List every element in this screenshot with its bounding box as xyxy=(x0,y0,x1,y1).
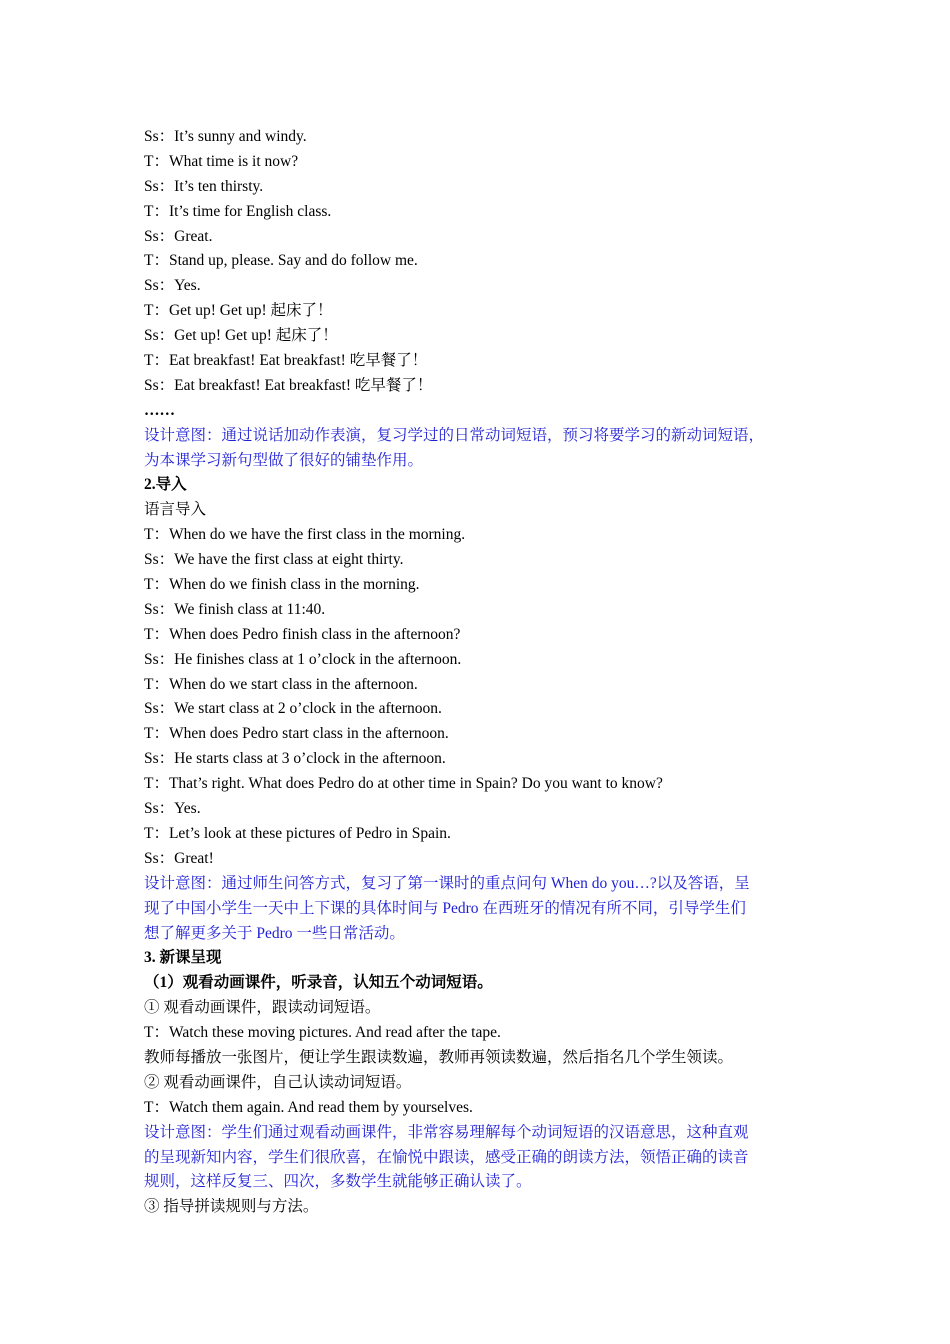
intent-line: 规则，这样反复三、四次，多数学生就能够正确认读了。 xyxy=(144,1173,532,1191)
dialogue-line: Ss：We start class at 2 o’clock in the afternoon. xyxy=(144,700,442,718)
step-item: ③ 指导拼读规则与方法。 xyxy=(144,1198,319,1216)
dialogue-line: Ss：We have the first class at eight thirty. xyxy=(144,551,404,569)
dialogue-line: Ss：We finish class at 11:40. xyxy=(144,600,326,618)
intent-line: 设计意图：通过说话加动作表演，复习学过的日常动词短语，预习将要学习的新动词短语， xyxy=(144,426,765,444)
dialogue-line: Ss：Get up! Get up! 起床了！ xyxy=(144,327,338,345)
step-description: 教师每播放一张图片，便让学生跟读数遍，教师再领读数遍，然后指名几个学生领读。 xyxy=(144,1048,734,1066)
dialogue-line: Ss：It’s ten thirsty. xyxy=(144,177,264,195)
dialogue-line: T：When do we have the first class in the morning. xyxy=(144,526,466,544)
dialogue-line: Ss：He finishes class at 1 o’clock in the afternoon. xyxy=(144,650,462,668)
intent-line: 现了中国小学生一天中上下课的具体时间与 Pedro 在西班牙的情况有所不同，引导学生们 xyxy=(144,899,746,917)
design-intent-2 xyxy=(144,872,810,947)
dialogue-lead-in xyxy=(144,523,810,871)
dialogue-line: T：Eat breakfast! Eat breakfast! 吃早餐了！ xyxy=(144,352,428,370)
dialogue-line: T：When do we finish class in the morning. xyxy=(144,576,420,594)
dialogue-line: T：When do we start class in the afternoon. xyxy=(144,675,418,693)
dialogue-line: T：Watch them again. And read them by yourselves. xyxy=(144,1098,473,1116)
intent-line: 想了解更多关于 Pedro 一些日常活动。 xyxy=(144,924,405,942)
intent-line: 设计意图：通过师生问答方式，复习了第一课时的重点问句 When do you…?以及答语，呈 xyxy=(144,874,750,892)
design-intent-1 xyxy=(144,424,810,474)
step-item: ② 观看动画课件，自己认读动词短语。 xyxy=(144,1073,412,1091)
ellipsis: …… xyxy=(144,401,175,419)
dialogue-line: Ss：Yes. xyxy=(144,800,201,818)
dialogue-line: T：When does Pedro start class in the afternoon. xyxy=(144,725,449,743)
dialogue-line: T：It’s time for English class. xyxy=(144,202,332,220)
dialogue-line: T：That’s right. What does Pedro do at other time in Spain? Do you want to know? xyxy=(144,775,663,793)
dialogue-line: T：Stand up, please. Say and do follow me. xyxy=(144,252,418,270)
section-heading-new-lesson: 3. 新课呈现 xyxy=(144,949,222,967)
dialogue-line: Ss：Yes. xyxy=(144,277,201,295)
dialogue-line: Ss：Great! xyxy=(144,849,214,867)
dialogue-line: T：When does Pedro finish class in the afternoon? xyxy=(144,625,461,643)
dialogue-line: T：Watch these moving pictures. And read after the tape. xyxy=(144,1024,501,1042)
intent-line: 的呈现新知内容，学生们很欣喜，在愉悦中跟读，感受正确的朗读方法，领悟正确的读音 xyxy=(144,1148,749,1166)
section-subheading: （1）观看动画课件，听录音，认知五个动词短语。 xyxy=(144,974,493,992)
dialogue-line: Ss：Eat breakfast! Eat breakfast! 吃早餐了！ xyxy=(144,376,433,394)
dialogue-line: T：Let’s look at these pictures of Pedro in Spain. xyxy=(144,824,451,842)
dialogue-line: T：Get up! Get up! 起床了！ xyxy=(144,302,333,320)
design-intent-3 xyxy=(144,1121,810,1196)
intent-line: 为本课学习新句型做了很好的铺垫作用。 xyxy=(144,451,424,469)
dialogue-line: Ss：It’s sunny and windy. xyxy=(144,128,307,145)
section-heading-lead-in: 2.导入 xyxy=(144,476,187,494)
dialogue-line: Ss：He starts class at 3 o’clock in the afternoon. xyxy=(144,750,446,768)
section-subheading: 语言导入 xyxy=(144,501,207,519)
document-body xyxy=(144,125,810,1220)
dialogue-line: Ss：Great. xyxy=(144,227,213,245)
dialogue-line: T：What time is it now? xyxy=(144,152,299,170)
step-item: ① 观看动画课件，跟读动词短语。 xyxy=(144,999,381,1017)
dialogue-warmup xyxy=(144,125,810,424)
intent-line: 设计意图：学生们通过观看动画课件，非常容易理解每个动词短语的汉语意思，这种直观 xyxy=(144,1123,749,1141)
